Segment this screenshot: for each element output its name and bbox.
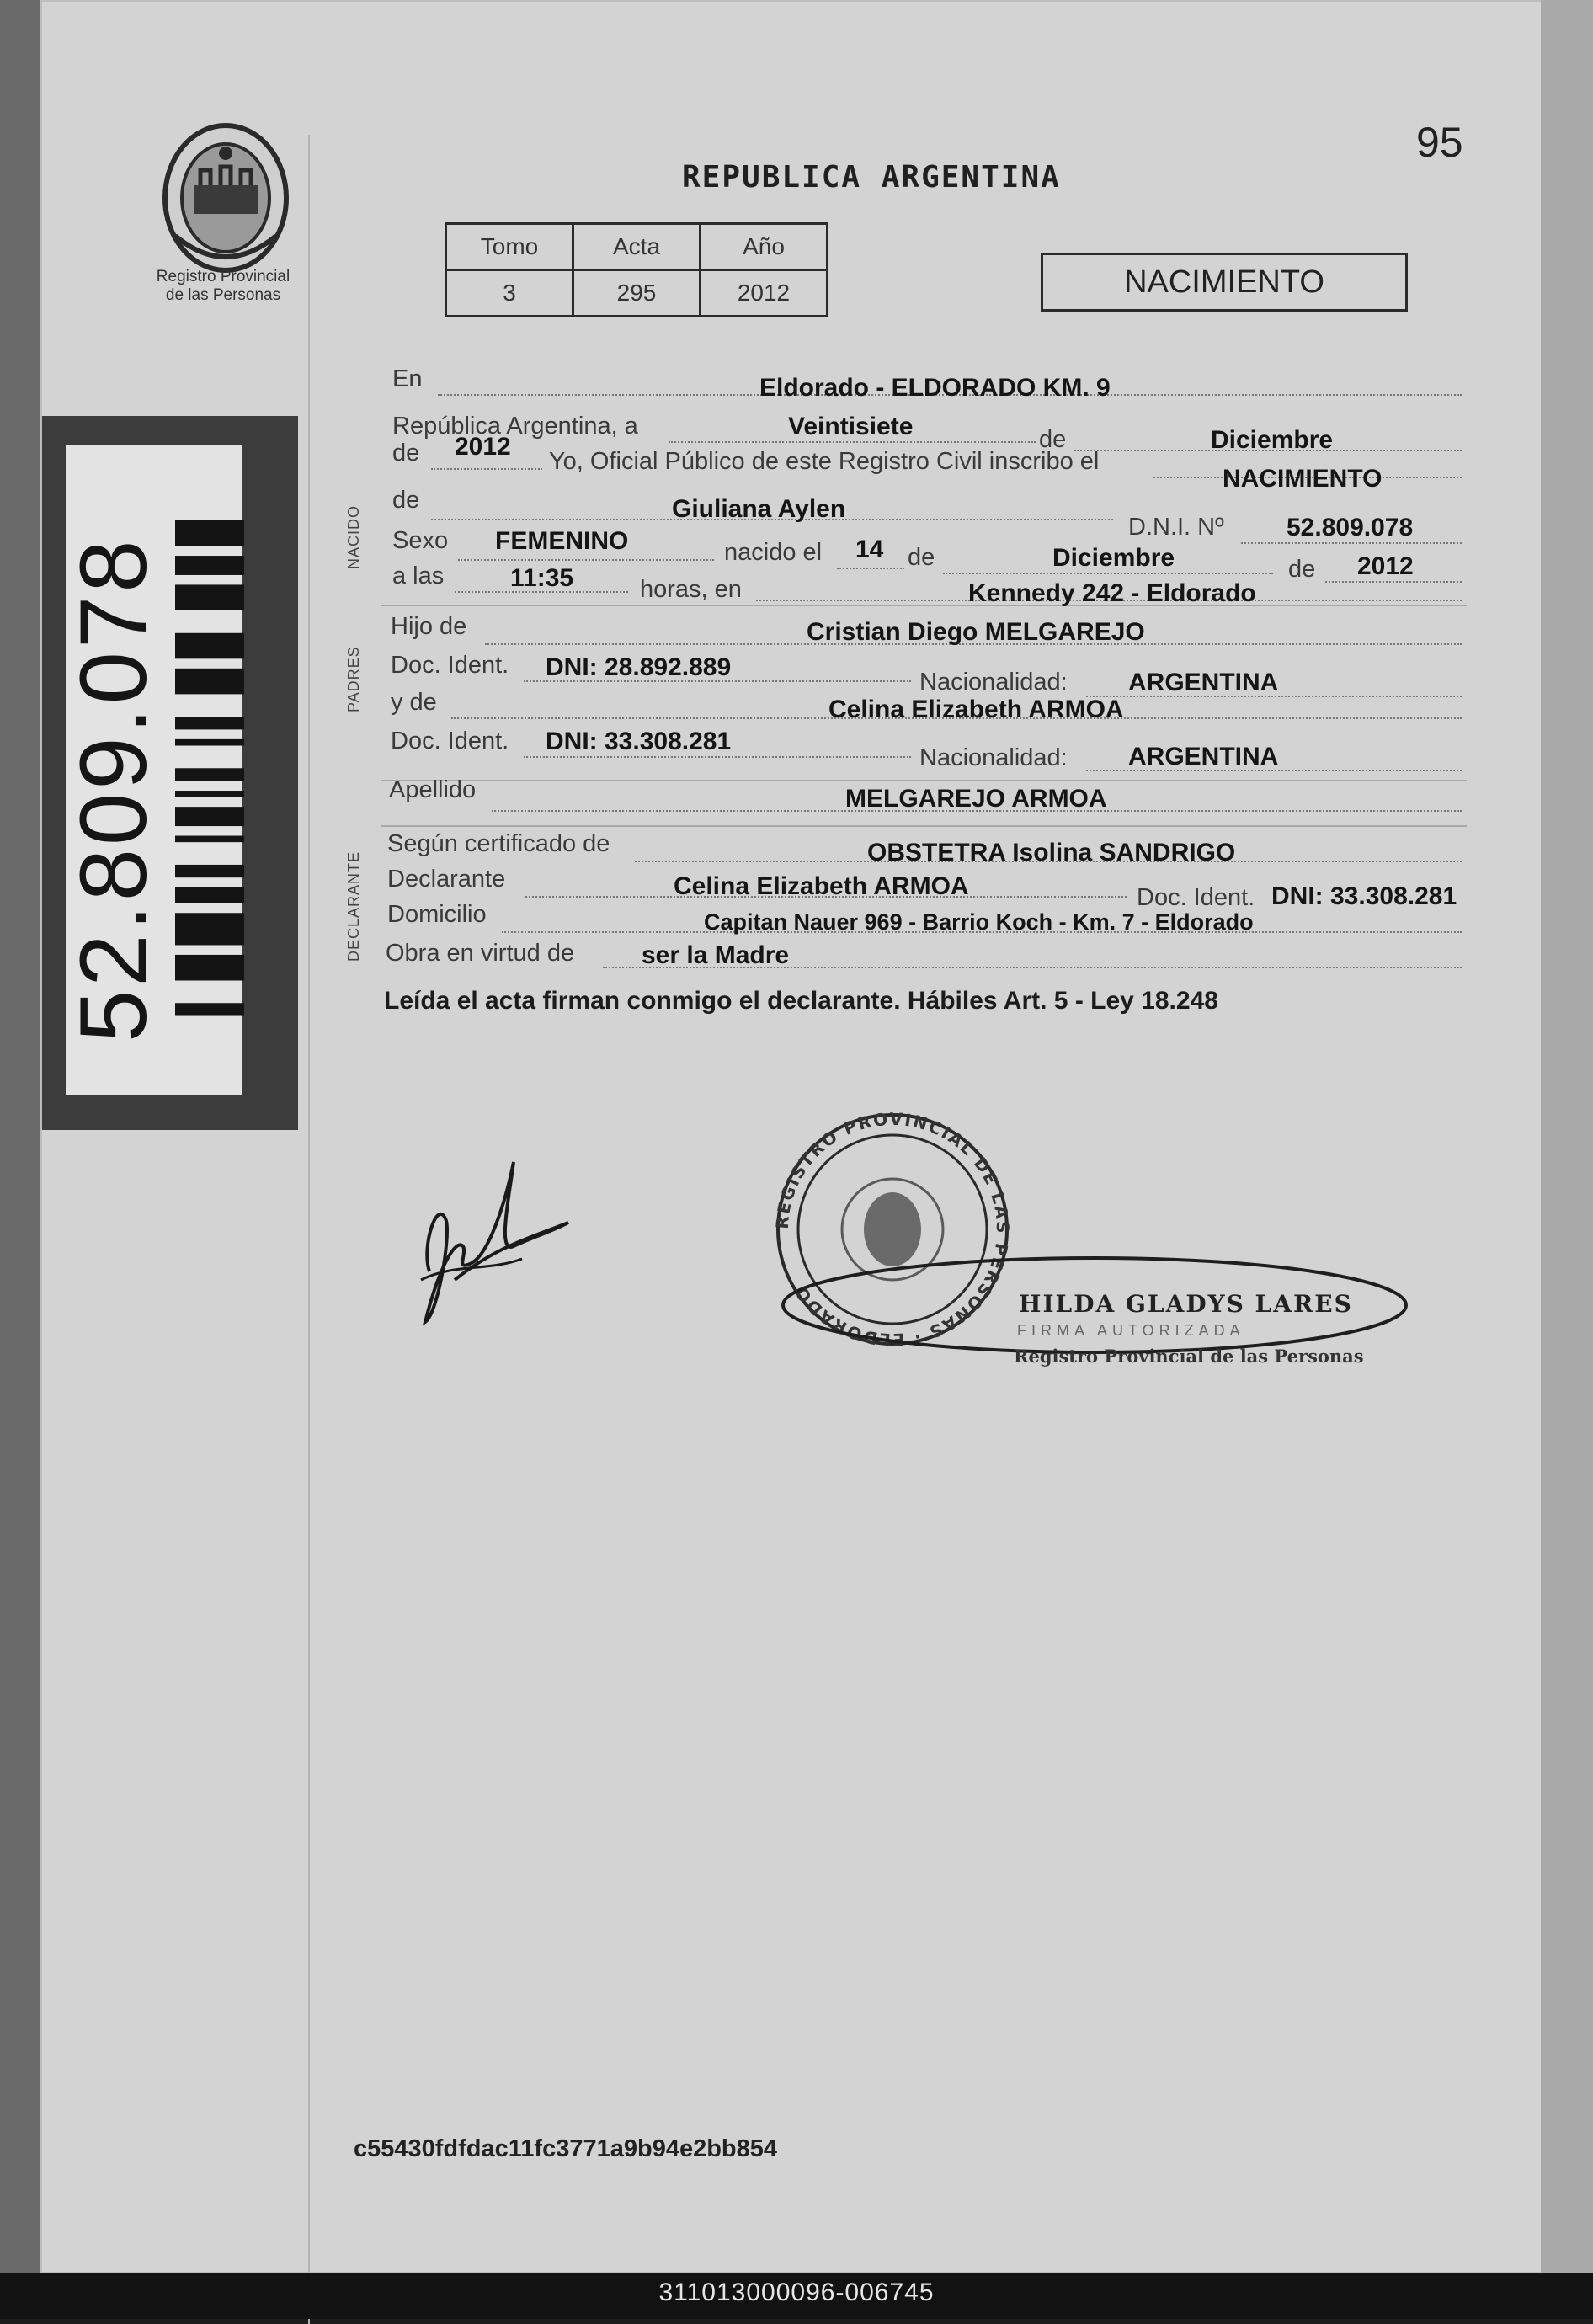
label-doc-ident-madre: Doc. Ident.	[391, 728, 509, 754]
value-madre: Celina Elizabeth ARMOA	[828, 696, 1124, 723]
label-domicilio: Domicilio	[387, 901, 487, 928]
volume-table	[445, 222, 828, 317]
value-padre: Cristian Diego MELGAREJO	[807, 618, 1145, 646]
label-republica: República Argentina, a	[392, 413, 638, 440]
value-anio-inscripcion: 2012	[455, 433, 511, 461]
value-obra-en-virtud: ser la Madre	[642, 941, 790, 969]
official-stamp	[766, 1103, 1415, 1423]
binding-edge	[0, 0, 40, 2273]
document-title: REPUBLICA ARGENTINA	[682, 160, 1061, 195]
label-a-las: a las	[392, 562, 445, 589]
record-type-box: NACIMIENTO	[1041, 253, 1408, 312]
label-declarante: Declarante	[387, 866, 506, 893]
value-mes-nacimiento: Diciembre	[1052, 544, 1175, 572]
barcode-bar	[175, 739, 244, 746]
barcode-bar	[175, 717, 244, 729]
label-hijo-de: Hijo de	[391, 613, 467, 640]
dotted-line	[943, 573, 1273, 574]
barcode-bar	[175, 955, 244, 981]
value-lugar: Eldorado - ELDORADO KM. 9	[759, 374, 1111, 402]
dotted-line	[669, 441, 1036, 443]
closing-statement: Leída el acta firman conmigo el declarante. Hábiles Art. 5 - Ley 18.248	[384, 987, 1218, 1015]
label-apellido: Apellido	[389, 776, 477, 803]
barcode-bar	[175, 887, 244, 903]
footer-document-id: 311013000096-006745	[658, 2279, 935, 2306]
stamp-authorized-signature: FIRMA AUTORIZADA	[1017, 1322, 1245, 1339]
value-dia-nacimiento: 14	[855, 536, 884, 563]
label-y-de: y de	[391, 689, 437, 716]
barcode-bar	[175, 791, 244, 797]
dotted-line	[837, 568, 904, 569]
label-segun-certificado: Según certificado de	[387, 830, 610, 857]
page-stack-edge	[1541, 0, 1593, 2273]
value-sexo: FEMENINO	[495, 527, 629, 555]
barcode-bar	[175, 556, 244, 575]
label-obra-en-virtud: Obra en virtud de	[386, 940, 575, 967]
label-de-anio: de	[392, 440, 420, 466]
separator-apellido-declarante	[381, 825, 1467, 827]
label-doc-ident-padre: Doc. Ident.	[391, 652, 509, 679]
dotted-line	[1241, 542, 1462, 544]
value-apellido: MELGAREJO ARMOA	[845, 785, 1107, 813]
handwritten-signature	[404, 1145, 573, 1339]
label-de: de	[1039, 426, 1067, 453]
dotted-line	[431, 468, 542, 470]
value-padre-doc: DNI: 28.892.889	[546, 653, 732, 681]
barcode-bar	[175, 768, 244, 781]
value-domicilio: Capitan Nauer 969 - Barrio Koch - Km. 7 - Eldorado	[704, 909, 1254, 935]
barcode-bar	[175, 669, 244, 695]
label-de-mes: de	[908, 544, 935, 571]
label-de-nombre: de	[392, 487, 420, 514]
label-doc-ident-declarante: Doc. Ident.	[1137, 884, 1255, 911]
label-dni: D.N.I. Nº	[1128, 514, 1224, 541]
label-nacionalidad-padre: Nacionalidad:	[919, 669, 1068, 696]
page-number: 95	[1416, 119, 1463, 166]
section-padres-label: PADRES	[345, 646, 362, 712]
value-hora: 11:35	[510, 564, 574, 592]
value-padre-nacionalidad: ARGENTINA	[1128, 669, 1279, 696]
value-dni: 52.809.078	[1287, 514, 1414, 541]
document-hash: c55430fdfdac11fc3771a9b94e2bb854	[354, 2135, 778, 2162]
barcode-bar	[175, 633, 244, 659]
header-acta: Acta	[573, 224, 701, 270]
separator-nacido-padres	[381, 605, 1467, 606]
label-en: En	[392, 365, 423, 392]
barcode-bar	[175, 913, 244, 945]
separator-padres-apellido	[381, 780, 1467, 781]
value-anio: 2012	[701, 270, 828, 317]
barcode-bar	[175, 807, 244, 826]
logo-caption: Registro Provincial de las Personas	[156, 268, 290, 304]
dotted-line	[1325, 581, 1462, 583]
value-acta: 295	[573, 270, 701, 317]
header-tomo: Tomo	[446, 224, 573, 270]
value-mes-inscripcion: Diciembre	[1211, 426, 1334, 454]
value-tomo: 3	[446, 270, 573, 317]
stamp-ring-text: REGISTRO PROVINCIAL DE LAS PERSONAS · ELDORADO	[771, 1108, 1014, 1351]
label-nacionalidad-madre: Nacionalidad:	[919, 744, 1068, 771]
value-madre-nacionalidad: ARGENTINA	[1128, 743, 1279, 770]
barcode-bar	[175, 836, 244, 843]
value-declarante: Celina Elizabeth ARMOA	[674, 872, 969, 900]
barcode-bar	[175, 1003, 244, 1015]
value-acto: NACIMIENTO	[1223, 465, 1383, 493]
barcode-number: 52.809.078	[61, 536, 166, 1042]
label-nacido-el: nacido el	[724, 539, 823, 566]
value-nombre: Giuliana Aylen	[672, 495, 846, 523]
label-de-anio-nacimiento: de	[1288, 556, 1316, 583]
dotted-line	[458, 559, 714, 561]
dotted-line	[524, 756, 911, 758]
value-declarante-doc: DNI: 33.308.281	[1271, 882, 1457, 910]
value-dia-inscripcion: Veintisiete	[788, 413, 914, 440]
label-sexo: Sexo	[392, 527, 449, 554]
barcode-bar	[175, 584, 244, 610]
header-anio: Año	[701, 224, 828, 270]
value-lugar-nacimiento: Kennedy 242 - Eldorado	[968, 579, 1256, 607]
barcode-bar	[175, 520, 244, 546]
value-anio-nacimiento: 2012	[1357, 552, 1414, 580]
stamp-registry-name: Registro Provincial de las Personas	[1014, 1346, 1364, 1367]
value-madre-doc: DNI: 33.308.281	[546, 728, 732, 755]
stamp-official-name: HILDA GLADYS LARES	[1019, 1290, 1353, 1318]
label-horas-en: horas, en	[640, 576, 742, 603]
label-yo-oficial: Yo, Oficial Público de este Registro Civil inscribo el	[549, 448, 1100, 475]
section-nacido-label: NACIDO	[345, 504, 362, 569]
barcode-bars	[175, 520, 244, 1026]
value-certificado: OBSTETRA Isolina SANDRIGO	[867, 839, 1236, 866]
section-declarante-label: DECLARANTE	[345, 850, 362, 962]
barcode-bar	[175, 865, 244, 877]
